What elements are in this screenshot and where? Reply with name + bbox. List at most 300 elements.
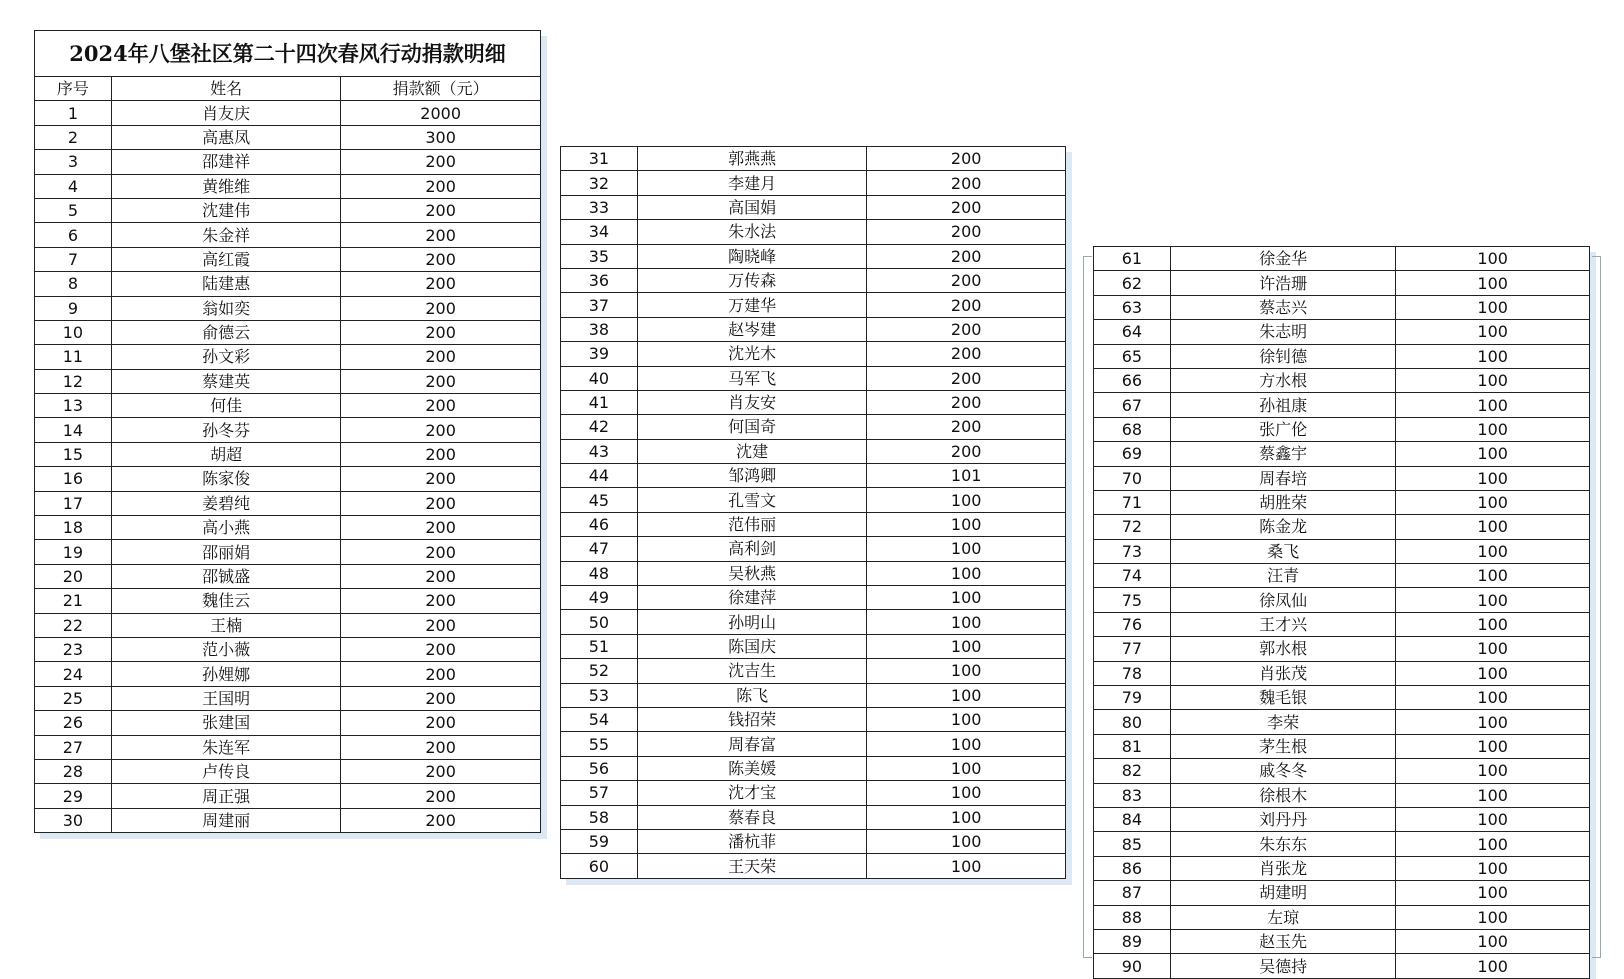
donation-amount: 100	[1396, 442, 1590, 466]
donation-amount: 100	[1396, 368, 1590, 392]
row-number: 4	[35, 174, 112, 198]
donation-amount: 200	[867, 195, 1066, 219]
table-header-row	[35, 77, 541, 101]
table-row	[561, 195, 1066, 219]
table-row	[561, 781, 1066, 805]
donation-amount: 200	[341, 686, 541, 710]
table-row	[35, 808, 541, 832]
donor-name: 孙文彩	[111, 345, 340, 369]
donor-name: 孙明山	[637, 610, 867, 634]
donor-name: 王才兴	[1170, 612, 1396, 636]
donation-amount: 200	[341, 247, 541, 271]
table-row	[1094, 344, 1590, 368]
row-number: 67	[1094, 393, 1171, 417]
donor-name: 沈建伟	[111, 198, 340, 222]
donor-name: 朱连军	[111, 735, 340, 759]
donor-name: 蔡志兴	[1170, 295, 1396, 319]
row-number: 44	[561, 464, 638, 488]
row-number: 18	[35, 516, 112, 540]
donor-name: 张建国	[111, 711, 340, 735]
donor-name: 孔雪文	[637, 488, 867, 512]
donation-amount: 100	[1396, 320, 1590, 344]
row-number: 11	[35, 345, 112, 369]
donation-amount: 200	[867, 415, 1066, 439]
table-row	[561, 634, 1066, 658]
table-row	[1094, 759, 1590, 783]
donor-name: 孙娌娜	[111, 662, 340, 686]
donation-amount: 100	[867, 854, 1066, 878]
donor-name: 高红霞	[111, 247, 340, 271]
donor-name: 高国娟	[637, 195, 867, 219]
donation-amount: 200	[341, 345, 541, 369]
sheet-title: 2024年八堡社区第二十四次春风行动捐款明细	[34, 30, 541, 76]
row-number: 69	[1094, 442, 1171, 466]
table-row	[1094, 637, 1590, 661]
donation-amount: 200	[341, 784, 541, 808]
table-row	[35, 198, 541, 222]
table-row	[35, 686, 541, 710]
table-row	[35, 467, 541, 491]
donor-name: 王天荣	[637, 854, 867, 878]
table-row	[35, 540, 541, 564]
donor-name: 陈家俊	[111, 467, 340, 491]
row-number: 33	[561, 195, 638, 219]
table-row	[1094, 271, 1590, 295]
row-number: 54	[561, 707, 638, 731]
donation-amount: 200	[341, 637, 541, 661]
row-number: 48	[561, 561, 638, 585]
table-row	[1094, 734, 1590, 758]
table-row	[1094, 393, 1590, 417]
table-row	[1094, 564, 1590, 588]
donor-name: 吴秋燕	[637, 561, 867, 585]
donor-name: 魏毛银	[1170, 686, 1396, 710]
row-number: 9	[35, 296, 112, 320]
row-number: 78	[1094, 661, 1171, 685]
donor-name: 姜碧纯	[111, 491, 340, 515]
donor-name: 陈美媛	[637, 756, 867, 780]
donor-name: 朱水法	[637, 220, 867, 244]
row-number: 76	[1094, 612, 1171, 636]
donor-name: 徐根木	[1170, 783, 1396, 807]
donor-name: 范小薇	[111, 637, 340, 661]
donation-amount: 100	[1396, 905, 1590, 929]
row-number: 35	[561, 244, 638, 268]
donation-amount: 200	[341, 662, 541, 686]
table-row	[561, 756, 1066, 780]
table-row	[561, 293, 1066, 317]
table-row	[35, 320, 541, 344]
row-number: 72	[1094, 515, 1171, 539]
table-row	[1094, 442, 1590, 466]
donor-name: 魏佳云	[111, 589, 340, 613]
table-row	[1094, 588, 1590, 612]
table-row	[35, 418, 541, 442]
table-row	[35, 174, 541, 198]
row-number: 36	[561, 268, 638, 292]
donor-name: 肖友庆	[111, 101, 340, 125]
row-number: 2	[35, 125, 112, 149]
table-row	[561, 610, 1066, 634]
donation-amount: 100	[867, 683, 1066, 707]
donation-sheet-part-3	[1093, 246, 1590, 979]
donation-amount: 100	[1396, 929, 1590, 953]
table-row	[1094, 881, 1590, 905]
table-row	[561, 415, 1066, 439]
row-number: 40	[561, 366, 638, 390]
table-row	[35, 759, 541, 783]
table-row	[561, 732, 1066, 756]
row-number: 8	[35, 272, 112, 296]
donor-name: 翁如奕	[111, 296, 340, 320]
table-row	[561, 854, 1066, 878]
donation-amount: 200	[341, 613, 541, 637]
table-row	[1094, 515, 1590, 539]
donation-amount: 100	[1396, 271, 1590, 295]
donation-amount: 200	[867, 147, 1066, 171]
table-row	[35, 223, 541, 247]
row-number: 68	[1094, 417, 1171, 441]
donor-name: 徐建萍	[637, 586, 867, 610]
row-number: 28	[35, 759, 112, 783]
donation-amount: 100	[867, 781, 1066, 805]
donor-name: 陈飞	[637, 683, 867, 707]
row-number: 24	[35, 662, 112, 686]
donor-name: 赵玉先	[1170, 929, 1396, 953]
table-row	[35, 101, 541, 125]
row-number: 56	[561, 756, 638, 780]
donor-name: 高小燕	[111, 516, 340, 540]
donation-amount: 300	[341, 125, 541, 149]
donor-name: 钱招荣	[637, 707, 867, 731]
row-number: 31	[561, 147, 638, 171]
table-row	[35, 394, 541, 418]
donation-amount: 101	[867, 464, 1066, 488]
donor-name: 沈光木	[637, 342, 867, 366]
donor-name: 郭燕燕	[637, 147, 867, 171]
donation-amount: 200	[341, 174, 541, 198]
row-number: 39	[561, 342, 638, 366]
row-number: 13	[35, 394, 112, 418]
donation-amount: 100	[1396, 710, 1590, 734]
header-no: 序号	[35, 77, 112, 101]
donor-name: 胡超	[111, 442, 340, 466]
donation-amount: 100	[867, 805, 1066, 829]
table-row	[561, 220, 1066, 244]
donor-name: 万传森	[637, 268, 867, 292]
row-number: 64	[1094, 320, 1171, 344]
donor-name: 王国明	[111, 686, 340, 710]
donation-amount: 200	[867, 317, 1066, 341]
donor-name: 肖张龙	[1170, 856, 1396, 880]
row-number: 23	[35, 637, 112, 661]
table-row	[35, 150, 541, 174]
donor-name: 左琼	[1170, 905, 1396, 929]
row-number: 79	[1094, 686, 1171, 710]
row-number: 51	[561, 634, 638, 658]
row-number: 89	[1094, 929, 1171, 953]
row-number: 21	[35, 589, 112, 613]
row-number: 43	[561, 439, 638, 463]
row-number: 26	[35, 711, 112, 735]
donation-amount: 200	[867, 293, 1066, 317]
row-number: 82	[1094, 759, 1171, 783]
donor-name: 朱志明	[1170, 320, 1396, 344]
donor-name: 沈建	[637, 439, 867, 463]
donation-amount: 100	[867, 829, 1066, 853]
donor-name: 沈才宝	[637, 781, 867, 805]
row-number: 59	[561, 829, 638, 853]
donation-amount: 200	[341, 759, 541, 783]
donation-amount: 100	[1396, 783, 1590, 807]
row-number: 3	[35, 150, 112, 174]
donor-name: 孙冬芬	[111, 418, 340, 442]
row-number: 17	[35, 491, 112, 515]
donor-name: 刘丹丹	[1170, 807, 1396, 831]
donation-amount: 100	[1396, 807, 1590, 831]
donation-amount: 100	[1396, 856, 1590, 880]
donation-amount: 200	[341, 516, 541, 540]
row-number: 73	[1094, 539, 1171, 563]
table-row	[561, 464, 1066, 488]
donation-amount: 200	[867, 220, 1066, 244]
donor-name: 邹鸿卿	[637, 464, 867, 488]
table-row	[1094, 466, 1590, 490]
table-row	[561, 683, 1066, 707]
donation-amount: 100	[1396, 637, 1590, 661]
table-row	[35, 491, 541, 515]
row-number: 12	[35, 369, 112, 393]
donor-name: 茅生根	[1170, 734, 1396, 758]
donor-name: 沈吉生	[637, 659, 867, 683]
table-row	[561, 707, 1066, 731]
row-number: 6	[35, 223, 112, 247]
donor-name: 周春培	[1170, 466, 1396, 490]
row-number: 7	[35, 247, 112, 271]
donation-amount: 200	[341, 442, 541, 466]
table-body	[561, 147, 1066, 879]
donation-amount: 100	[1396, 393, 1590, 417]
sheet-bracket-left	[1083, 256, 1092, 958]
donor-name: 徐钊德	[1170, 344, 1396, 368]
donation-amount: 100	[867, 634, 1066, 658]
row-number: 61	[1094, 247, 1171, 271]
table-row	[1094, 832, 1590, 856]
donor-name: 汪青	[1170, 564, 1396, 588]
table-row	[1094, 247, 1590, 271]
donor-name: 周春富	[637, 732, 867, 756]
row-number: 58	[561, 805, 638, 829]
table-row	[1094, 295, 1590, 319]
donation-amount: 100	[867, 659, 1066, 683]
donor-name: 桑飞	[1170, 539, 1396, 563]
row-number: 22	[35, 613, 112, 637]
donation-amount: 200	[867, 268, 1066, 292]
row-number: 32	[561, 171, 638, 195]
table-row	[1094, 929, 1590, 953]
row-number: 41	[561, 390, 638, 414]
donation-table-2	[560, 146, 1066, 879]
donation-amount: 100	[1396, 661, 1590, 685]
donation-amount: 100	[1396, 490, 1590, 514]
row-number: 62	[1094, 271, 1171, 295]
donation-amount: 200	[341, 467, 541, 491]
donor-name: 肖张茂	[1170, 661, 1396, 685]
donor-name: 周建丽	[111, 808, 340, 832]
donation-amount: 200	[867, 171, 1066, 195]
donor-name: 张广伦	[1170, 417, 1396, 441]
row-number: 53	[561, 683, 638, 707]
row-number: 74	[1094, 564, 1171, 588]
donor-name: 李建月	[637, 171, 867, 195]
donor-name: 徐凤仙	[1170, 588, 1396, 612]
row-number: 87	[1094, 881, 1171, 905]
donation-amount: 100	[1396, 588, 1590, 612]
donation-amount: 100	[867, 610, 1066, 634]
donation-amount: 100	[1396, 344, 1590, 368]
row-number: 45	[561, 488, 638, 512]
row-number: 5	[35, 198, 112, 222]
table-row	[1094, 490, 1590, 514]
table-row	[561, 659, 1066, 683]
donor-name: 黄维维	[111, 174, 340, 198]
donor-name: 蔡建英	[111, 369, 340, 393]
donor-name: 邵建祥	[111, 150, 340, 174]
row-number: 47	[561, 537, 638, 561]
table-row	[1094, 417, 1590, 441]
row-number: 25	[35, 686, 112, 710]
donor-name: 赵岑建	[637, 317, 867, 341]
donation-amount: 200	[341, 394, 541, 418]
row-number: 19	[35, 540, 112, 564]
donor-name: 蔡鑫宇	[1170, 442, 1396, 466]
donor-name: 潘杭菲	[637, 829, 867, 853]
table-row	[1094, 783, 1590, 807]
table-row	[1094, 905, 1590, 929]
table-row	[1094, 612, 1590, 636]
donation-amount: 100	[1396, 759, 1590, 783]
row-number: 77	[1094, 637, 1171, 661]
donation-amount: 100	[1396, 832, 1590, 856]
row-number: 27	[35, 735, 112, 759]
donor-name: 邵铖盛	[111, 564, 340, 588]
donation-sheet-part-2	[560, 146, 1066, 879]
row-number: 16	[35, 467, 112, 491]
donation-amount: 100	[867, 586, 1066, 610]
sheet-bracket-right	[1592, 256, 1601, 958]
donor-name: 蔡春良	[637, 805, 867, 829]
row-number: 80	[1094, 710, 1171, 734]
donor-name: 李荣	[1170, 710, 1396, 734]
donor-name: 朱东东	[1170, 832, 1396, 856]
table-row	[561, 561, 1066, 585]
table-row	[35, 637, 541, 661]
donation-amount: 200	[341, 589, 541, 613]
table-row	[1094, 710, 1590, 734]
row-number: 55	[561, 732, 638, 756]
donor-name: 孙祖康	[1170, 393, 1396, 417]
donation-amount: 100	[1396, 466, 1590, 490]
donation-amount: 100	[867, 561, 1066, 585]
donor-name: 吴德持	[1170, 954, 1396, 978]
table-row	[35, 345, 541, 369]
donor-name: 朱金祥	[111, 223, 340, 247]
table-row	[35, 735, 541, 759]
donation-amount: 200	[341, 564, 541, 588]
table-row	[561, 317, 1066, 341]
donor-name: 方水根	[1170, 368, 1396, 392]
row-number: 63	[1094, 295, 1171, 319]
donor-name: 万建华	[637, 293, 867, 317]
table-row	[35, 662, 541, 686]
donation-amount: 200	[867, 366, 1066, 390]
table-row	[1094, 954, 1590, 978]
donation-amount: 100	[1396, 612, 1590, 636]
row-number: 29	[35, 784, 112, 808]
donation-amount: 200	[341, 369, 541, 393]
row-number: 10	[35, 320, 112, 344]
donation-amount: 100	[1396, 295, 1590, 319]
donation-amount: 200	[867, 244, 1066, 268]
table-row	[561, 512, 1066, 536]
donation-table-3	[1093, 246, 1590, 979]
donation-amount: 200	[341, 198, 541, 222]
row-number: 57	[561, 781, 638, 805]
donation-amount: 100	[867, 512, 1066, 536]
donation-amount: 100	[867, 537, 1066, 561]
donor-name: 胡建明	[1170, 881, 1396, 905]
table-row	[1094, 856, 1590, 880]
row-number: 88	[1094, 905, 1171, 929]
donation-amount: 100	[1396, 954, 1590, 978]
donor-name: 邵丽娟	[111, 540, 340, 564]
donor-name: 高惠凤	[111, 125, 340, 149]
donation-amount: 200	[867, 390, 1066, 414]
table-row	[1094, 686, 1590, 710]
table-row	[35, 711, 541, 735]
row-number: 30	[35, 808, 112, 832]
donation-amount: 200	[341, 296, 541, 320]
donation-amount: 100	[867, 756, 1066, 780]
donation-amount: 200	[341, 223, 541, 247]
donation-amount: 100	[1396, 564, 1590, 588]
table-row	[561, 390, 1066, 414]
table-row	[35, 296, 541, 320]
donor-name: 郭水根	[1170, 637, 1396, 661]
donation-amount: 200	[341, 540, 541, 564]
table-row	[35, 247, 541, 271]
donation-amount: 100	[1396, 417, 1590, 441]
row-number: 20	[35, 564, 112, 588]
row-number: 38	[561, 317, 638, 341]
row-number: 49	[561, 586, 638, 610]
table-row	[561, 342, 1066, 366]
row-number: 60	[561, 854, 638, 878]
table-row	[35, 125, 541, 149]
donation-table-1	[34, 76, 541, 833]
donation-amount: 200	[341, 418, 541, 442]
row-number: 83	[1094, 783, 1171, 807]
row-number: 90	[1094, 954, 1171, 978]
table-row	[561, 439, 1066, 463]
row-number: 46	[561, 512, 638, 536]
row-number: 86	[1094, 856, 1171, 880]
donor-name: 马军飞	[637, 366, 867, 390]
donor-name: 胡胜荣	[1170, 490, 1396, 514]
row-number: 50	[561, 610, 638, 634]
row-number: 85	[1094, 832, 1171, 856]
donor-name: 范伟丽	[637, 512, 867, 536]
